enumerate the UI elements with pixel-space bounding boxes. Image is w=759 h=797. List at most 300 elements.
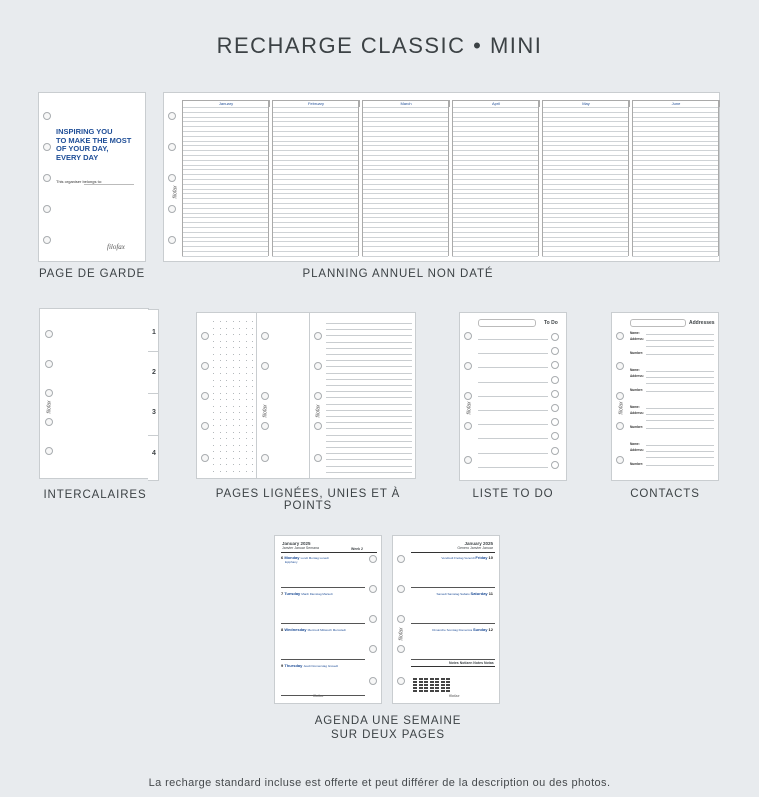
- agenda-day-note: Epiphany: [285, 560, 298, 564]
- planner-row-line: [182, 203, 268, 204]
- contact-field-line: [646, 451, 714, 452]
- planner-row-line: [452, 217, 538, 218]
- planner-month-label: June: [632, 100, 720, 107]
- mini-calendar-cell: [435, 690, 439, 692]
- grid-dot: [213, 438, 214, 439]
- planner-row-line: [272, 155, 358, 156]
- ruled-line: [326, 348, 412, 349]
- punch-hole: [45, 330, 53, 338]
- punch-hole: [43, 174, 51, 182]
- planner-row-line: [272, 169, 358, 170]
- contact-field-line: [646, 428, 714, 429]
- grid-dot: [226, 451, 227, 452]
- punch-hole: [43, 236, 51, 244]
- planner-row-line: [452, 165, 538, 166]
- planner-row-line: [182, 165, 268, 166]
- planner-row-line: [542, 189, 628, 190]
- mini-calendar-cell: [430, 690, 434, 692]
- grid-dot: [252, 360, 253, 361]
- contact-field-line: [646, 371, 714, 372]
- mini-calendar-cell: [441, 678, 445, 680]
- mini-calendar-cell: [435, 687, 439, 689]
- punch-hole: [397, 585, 405, 593]
- agenda-day-alt: Mardi Dienstag Martedì: [301, 592, 333, 596]
- planner-col-border: [718, 100, 719, 256]
- agenda-day-name: Saturday: [470, 591, 489, 596]
- grid-dot: [233, 347, 234, 348]
- todo-checkbox: [551, 404, 559, 412]
- tagline-line: EVERY DAY: [56, 152, 99, 162]
- planner-row-line: [452, 150, 538, 151]
- planner-row-line: [272, 117, 358, 118]
- planner-row-line: [272, 121, 358, 122]
- grid-dot: [239, 445, 240, 446]
- grid-dot: [220, 328, 221, 329]
- ruled-line: [326, 459, 412, 460]
- grid-dot: [239, 328, 240, 329]
- planner-row-line: [632, 145, 718, 146]
- planner-row-line: [452, 126, 538, 127]
- mini-calendar-cell: [424, 690, 428, 692]
- grid-dot: [246, 393, 247, 394]
- grid-dot: [246, 399, 247, 400]
- planner-row-line: [182, 256, 268, 257]
- grid-dot: [239, 380, 240, 381]
- grid-dot: [246, 341, 247, 342]
- ruled-line: [326, 342, 412, 343]
- grid-dot: [233, 412, 234, 413]
- punch-hole: [464, 456, 472, 464]
- grid-dot: [239, 412, 240, 413]
- grid-dot: [220, 471, 221, 472]
- punch-hole: [261, 454, 269, 462]
- planner-row-line: [362, 222, 448, 223]
- planner-row-line: [362, 213, 448, 214]
- ruled-line: [326, 404, 412, 405]
- grid-dot: [246, 328, 247, 329]
- punch-hole: [369, 555, 377, 563]
- planner-row-line: [362, 131, 448, 132]
- planner-row-line: [272, 241, 358, 242]
- agenda-day-number: 6: [281, 555, 285, 560]
- punch-hole: [616, 362, 624, 370]
- grid-dot: [233, 393, 234, 394]
- agenda-right-header: January 2025: [464, 541, 493, 546]
- planner-row-line: [452, 208, 538, 209]
- todo-checkbox: [551, 461, 559, 469]
- planner-row-line: [272, 203, 358, 204]
- planner-row-line: [632, 169, 718, 170]
- grid-dot: [213, 451, 214, 452]
- contact-field-label: Address:: [630, 337, 644, 341]
- planner-row-line: [362, 126, 448, 127]
- grid-dot: [239, 451, 240, 452]
- grid-dot: [252, 334, 253, 335]
- agenda-day-divider: [411, 659, 495, 660]
- ruled-line: [326, 416, 412, 417]
- contact-field-label: Name:: [630, 368, 640, 372]
- caption-page-de-garde: PAGE DE GARDE: [38, 268, 146, 280]
- contact-field-line: [646, 346, 714, 347]
- planner-row-line: [182, 193, 268, 194]
- planner-row-line: [182, 227, 268, 228]
- planner-row-line: [542, 213, 628, 214]
- grid-dot: [226, 354, 227, 355]
- planner-row-line: [542, 256, 628, 257]
- planner-row-line: [542, 160, 628, 161]
- punch-hole: [43, 112, 51, 120]
- todo-line: [478, 353, 548, 354]
- grid-dot: [220, 445, 221, 446]
- planner-row-line: [272, 136, 358, 137]
- planner-row-line: [632, 208, 718, 209]
- planner-row-line: [182, 126, 268, 127]
- grid-dot: [226, 399, 227, 400]
- planner-row-line: [542, 251, 628, 252]
- grid-dot: [220, 386, 221, 387]
- planner-col-border: [448, 100, 449, 256]
- grid-dot: [239, 334, 240, 335]
- planner-row-line: [542, 126, 628, 127]
- planner-row-line: [632, 184, 718, 185]
- grid-dot: [252, 386, 253, 387]
- agenda-day-alt: Lundi Montag Lunedì: [300, 556, 329, 560]
- contact-field-line: [646, 340, 714, 341]
- mini-calendar-cell: [424, 687, 428, 689]
- planner-row-line: [362, 246, 448, 247]
- punch-hole: [43, 205, 51, 213]
- punch-hole: [314, 392, 322, 400]
- grid-dot: [246, 438, 247, 439]
- ruled-line: [326, 435, 412, 436]
- ruled-line: [326, 453, 412, 454]
- grid-dot: [246, 464, 247, 465]
- grid-dot: [233, 425, 234, 426]
- planner-row-line: [362, 198, 448, 199]
- agenda-week: Week 2: [351, 547, 363, 551]
- todo-line: [478, 339, 548, 340]
- grid-dot: [252, 425, 253, 426]
- mini-calendar-cell: [430, 687, 434, 689]
- punch-hole: [397, 555, 405, 563]
- agenda-day-name: Tuesday: [284, 591, 302, 596]
- ruled-line: [326, 379, 412, 380]
- contact-field-label: Address:: [630, 448, 644, 452]
- planner-row-line: [542, 174, 628, 175]
- contact-field-label: Address:: [630, 374, 644, 378]
- mini-calendar-cell: [446, 678, 450, 680]
- agenda-day-divider: [281, 623, 365, 624]
- contact-field-line: [646, 391, 714, 392]
- planner-row-line: [632, 117, 718, 118]
- grid-dot: [252, 406, 253, 407]
- planner-row-line: [632, 232, 718, 233]
- mini-calendar-cell: [435, 681, 439, 683]
- mini-calendar-cell: [424, 681, 428, 683]
- grid-dot: [233, 458, 234, 459]
- planner-row-line: [632, 131, 718, 132]
- grid-dot: [220, 406, 221, 407]
- contact-field-label: Number:: [630, 388, 644, 392]
- grid-dot: [213, 367, 214, 368]
- grid-dot: [246, 432, 247, 433]
- grid-dot: [252, 458, 253, 459]
- page-title: RECHARGE CLASSIC • MINI: [216, 33, 543, 58]
- grid-dot: [233, 451, 234, 452]
- tab-number: 1: [152, 329, 156, 336]
- planner-row-line: [182, 174, 268, 175]
- grid-dot: [213, 380, 214, 381]
- grid-dot: [252, 380, 253, 381]
- mini-calendar-cell: [424, 678, 428, 680]
- grid-dot: [233, 367, 234, 368]
- agenda-day-divider: [411, 623, 495, 624]
- grid-dot: [233, 406, 234, 407]
- planner-row-line: [182, 232, 268, 233]
- lined-page-preview: [309, 312, 416, 479]
- todo-checkbox: [551, 390, 559, 398]
- planner-row-line: [452, 184, 538, 185]
- grid-dot: [252, 321, 253, 322]
- planner-preview: [163, 92, 720, 262]
- planner-row-line: [362, 165, 448, 166]
- grid-dot: [226, 393, 227, 394]
- agenda-day-name: Monday: [284, 555, 301, 560]
- grid-dot: [252, 438, 253, 439]
- planner-row-line: [362, 232, 448, 233]
- grid-dot: [226, 438, 227, 439]
- planner-row-line: [362, 150, 448, 151]
- planner-row-line: [452, 117, 538, 118]
- grid-dot: [239, 406, 240, 407]
- todo-checkbox: [551, 418, 559, 426]
- planner-row-line: [272, 256, 358, 257]
- planner-row-line: [362, 160, 448, 161]
- grid-dot: [252, 373, 253, 374]
- ruled-line: [326, 366, 412, 367]
- planner-row-line: [542, 121, 628, 122]
- planner-row-line: [452, 256, 538, 257]
- planner-row-line: [362, 237, 448, 238]
- planner-row-line: [542, 232, 628, 233]
- planner-row-line: [542, 193, 628, 194]
- grid-dot: [220, 393, 221, 394]
- planner-row-line: [362, 256, 448, 257]
- planner-month-label: April: [452, 100, 540, 107]
- grid-dot: [213, 360, 214, 361]
- mini-calendar-cell: [419, 687, 423, 689]
- agenda-left-sub: Janvier Januar Semana: [282, 546, 319, 550]
- grid-dot: [213, 432, 214, 433]
- grid-dot: [226, 328, 227, 329]
- planner-row-line: [632, 165, 718, 166]
- grid-dot: [220, 341, 221, 342]
- contact-field-label: Number:: [630, 425, 644, 429]
- grid-dot: [220, 438, 221, 439]
- grid-dot: [226, 386, 227, 387]
- planner-row-line: [182, 145, 268, 146]
- planner-row-line: [542, 136, 628, 137]
- tab-number: 3: [152, 409, 156, 416]
- mini-calendar-cell: [430, 681, 434, 683]
- mini-calendar-cell: [413, 690, 417, 692]
- ruled-line: [326, 466, 412, 467]
- grid-dot: [220, 367, 221, 368]
- grid-dot: [213, 328, 214, 329]
- grid-dot: [233, 386, 234, 387]
- planner-row-line: [542, 222, 628, 223]
- planner-row-line: [362, 241, 448, 242]
- grid-dot: [220, 412, 221, 413]
- grid-dot: [220, 334, 221, 335]
- planner-row-line: [542, 246, 628, 247]
- planner-row-line: [182, 217, 268, 218]
- planner-row-line: [632, 155, 718, 156]
- planner-row-line: [452, 145, 538, 146]
- planner-month-label: May: [542, 100, 630, 107]
- grid-dot: [220, 373, 221, 374]
- planner-row-line: [632, 107, 718, 108]
- mini-calendar-cell: [424, 684, 428, 686]
- agenda-day-number: 11: [488, 591, 493, 596]
- punch-hole: [314, 362, 322, 370]
- grid-dot: [226, 432, 227, 433]
- contacts-page-preview: [611, 312, 719, 481]
- grid-dot: [252, 451, 253, 452]
- planner-row-line: [182, 241, 268, 242]
- contacts-title-box: [630, 319, 686, 327]
- planner-row-line: [452, 160, 538, 161]
- planner-row-line: [452, 251, 538, 252]
- punch-hole: [464, 362, 472, 370]
- grid-dot: [239, 425, 240, 426]
- brand-logo: filofax: [315, 404, 322, 418]
- contact-field-line: [646, 408, 714, 409]
- todo-title-box: [478, 319, 536, 327]
- brand-logo: filofax: [618, 401, 625, 415]
- planner-row-line: [632, 126, 718, 127]
- planner-row-line: [452, 241, 538, 242]
- agenda-notes-label: Notes Notizen Notes Notas: [449, 661, 494, 665]
- grid-dot: [239, 419, 240, 420]
- grid-dot: [213, 354, 214, 355]
- punch-hole: [45, 418, 53, 426]
- grid-dot: [226, 471, 227, 472]
- agenda-day-alt: Vendredi Freitag Venerdì: [441, 556, 476, 560]
- grid-dot: [252, 419, 253, 420]
- mini-calendar-cell: [419, 681, 423, 683]
- agenda-day-name: Friday: [475, 555, 489, 560]
- todo-line: [478, 367, 548, 368]
- planner-row-line: [182, 121, 268, 122]
- mini-calendar-cell: [413, 678, 417, 680]
- tagline-line: TO MAKE THE MOST: [56, 135, 132, 145]
- plain-page-preview: [256, 312, 311, 479]
- punch-hole: [168, 205, 176, 213]
- grid-dot: [233, 432, 234, 433]
- agenda-day-number: 9: [281, 663, 285, 668]
- todo-heading: To Do: [544, 320, 558, 326]
- grid-dot: [226, 367, 227, 368]
- ruled-line: [326, 410, 412, 411]
- brand-logo: filofax: [466, 401, 473, 415]
- grid-dot: [246, 458, 247, 459]
- agenda-left-page-preview: [274, 535, 382, 704]
- grid-dot: [252, 464, 253, 465]
- agenda-day-divider: [411, 587, 495, 588]
- planner-col-border: [268, 100, 269, 256]
- grid-dot: [226, 419, 227, 420]
- planner-row-line: [632, 246, 718, 247]
- grid-dot: [233, 354, 234, 355]
- planner-row-line: [362, 208, 448, 209]
- grid-dot: [226, 360, 227, 361]
- planner-row-line: [542, 198, 628, 199]
- grid-dot: [246, 412, 247, 413]
- planner-row-line: [272, 131, 358, 132]
- punch-hole: [168, 143, 176, 151]
- planner-row-line: [452, 174, 538, 175]
- planner-row-line: [632, 203, 718, 204]
- planner-col-border: [272, 100, 273, 256]
- mini-calendar-cell: [419, 690, 423, 692]
- ruled-line: [326, 373, 412, 374]
- planner-row-line: [272, 198, 358, 199]
- agenda-day-number: 10: [488, 555, 493, 560]
- ruled-line: [326, 441, 412, 442]
- planner-row-line: [452, 198, 538, 199]
- planner-row-line: [272, 179, 358, 180]
- grid-dot: [233, 471, 234, 472]
- todo-checkbox: [551, 347, 559, 355]
- planner-row-line: [542, 208, 628, 209]
- grid-dot: [239, 471, 240, 472]
- contact-field-label: Name:: [630, 405, 640, 409]
- grid-dot: [213, 406, 214, 407]
- planner-month-label: February: [272, 100, 360, 107]
- tab-number: 4: [152, 450, 156, 457]
- grid-dot: [233, 373, 234, 374]
- grid-dot: [213, 321, 214, 322]
- caption-contacts: CONTACTS: [630, 488, 700, 500]
- ruled-line: [326, 428, 412, 429]
- planner-row-line: [632, 136, 718, 137]
- grid-dot: [252, 432, 253, 433]
- planner-row-line: [542, 179, 628, 180]
- mini-calendar-cell: [419, 678, 423, 680]
- contact-field-label: Address:: [630, 411, 644, 415]
- punch-hole: [45, 360, 53, 368]
- punch-hole: [168, 112, 176, 120]
- grid-dot: [220, 451, 221, 452]
- planner-row-line: [182, 112, 268, 113]
- agenda-day-heading: [432, 627, 493, 632]
- planner-row-line: [182, 184, 268, 185]
- brand-logo: filofax: [107, 243, 125, 251]
- contact-field-label: Number:: [630, 351, 644, 355]
- planner-row-line: [272, 251, 358, 252]
- grid-dot: [239, 347, 240, 348]
- grid-dot: [233, 341, 234, 342]
- grid-dot: [239, 373, 240, 374]
- grid-dot: [246, 354, 247, 355]
- planner-row-line: [272, 227, 358, 228]
- mini-calendar-cell: [446, 681, 450, 683]
- todo-line: [478, 438, 548, 439]
- planner-row-line: [182, 208, 268, 209]
- grid-dot: [239, 399, 240, 400]
- grid-dot: [233, 321, 234, 322]
